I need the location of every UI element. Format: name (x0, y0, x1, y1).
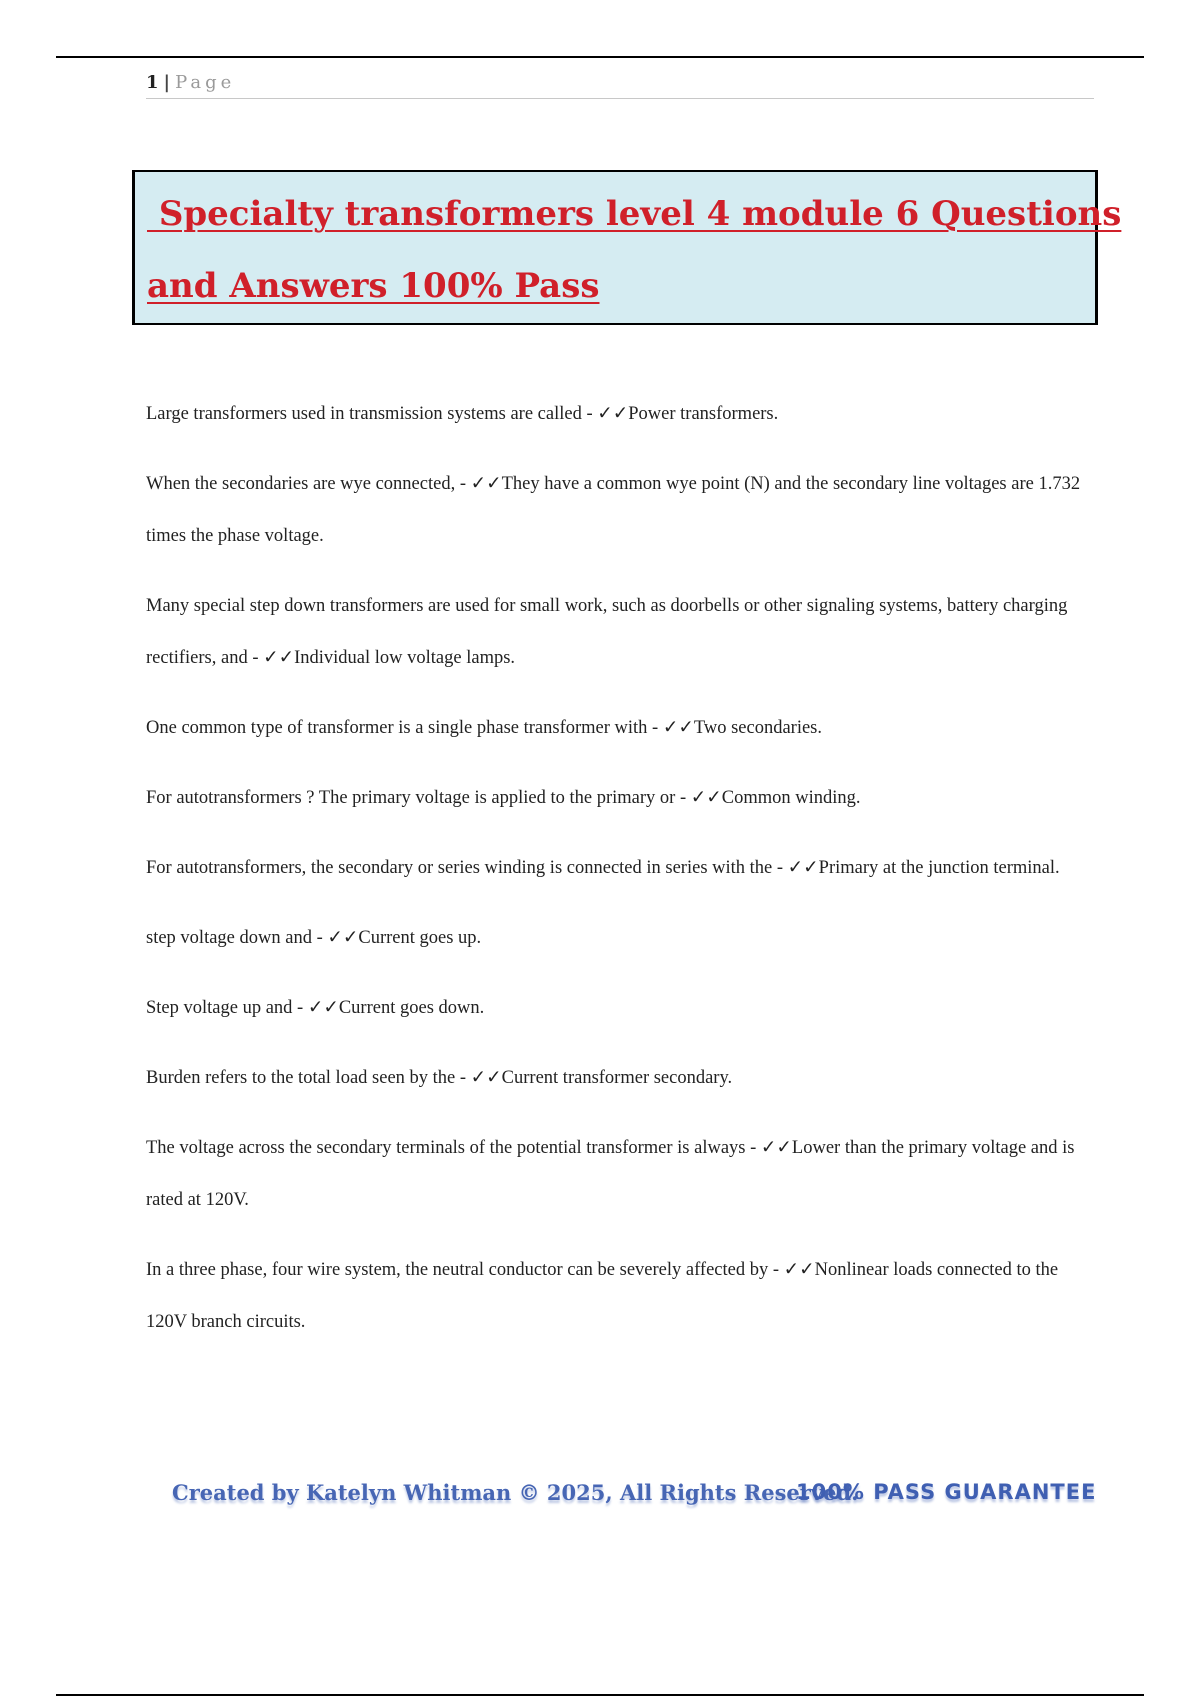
title-line-2: and Answers 100% Pass (147, 266, 600, 306)
top-rule (56, 56, 1144, 58)
qa-item: One common type of transformer is a single phase transformer with - ✓✓Two secondaries. (146, 718, 822, 738)
bottom-rule (56, 1694, 1144, 1696)
qa-item: In a three phase, four wire system, the neutral conductor can be severely affected by - ✓✓Nonlinear loads connected to the 120V branch circuits. (146, 1260, 1059, 1332)
qa-item: Many special step down transformers are used for small work, such as doorbells or other signaling systems, battery charging rectifiers, and - ✓✓Individual low voltage lamps. (146, 596, 1068, 668)
page-number: 1 (146, 72, 160, 93)
qa-list (146, 388, 1096, 1366)
page-label: Page (175, 72, 236, 93)
footer (56, 1480, 1144, 1530)
title-box (132, 170, 1122, 325)
qa-item: step voltage down and - ✓✓Current goes up. (146, 928, 482, 948)
page-header (146, 72, 1094, 99)
title-line-1: Specialty transformers level 4 module 6 Questions (147, 194, 1122, 234)
qa-item: For autotransformers, the secondary or series winding is connected in series with the - ✓✓Primary at the junction terminal. (146, 858, 1060, 878)
qa-item: Burden refers to the total load seen by the - ✓✓Current transformer secondary. (146, 1068, 733, 1088)
qa-item: Large transformers used in transmission systems are called - ✓✓Power transformers. (146, 404, 779, 424)
qa-item: When the secondaries are wye connected, - ✓✓They have a common wye point (N) and the secondary line voltages are 1.732 times the phase voltage. (146, 474, 1081, 546)
footer-guarantee: 100% PASS GUARANTEE (796, 1480, 1097, 1504)
page-separator: | (163, 72, 172, 93)
qa-item: For autotransformers ? The primary voltage is applied to the primary or - ✓✓Common winding. (146, 788, 861, 808)
document-title (147, 172, 1122, 322)
footer-copyright: Created by Katelyn Whitman © 2025, All Rights Reserved. (172, 1480, 859, 1505)
qa-item: Step voltage up and - ✓✓Current goes down. (146, 998, 485, 1018)
qa-item: The voltage across the secondary terminals of the potential transformer is always - ✓✓Lower than the primary voltage and is rated at 120V. (146, 1138, 1075, 1210)
